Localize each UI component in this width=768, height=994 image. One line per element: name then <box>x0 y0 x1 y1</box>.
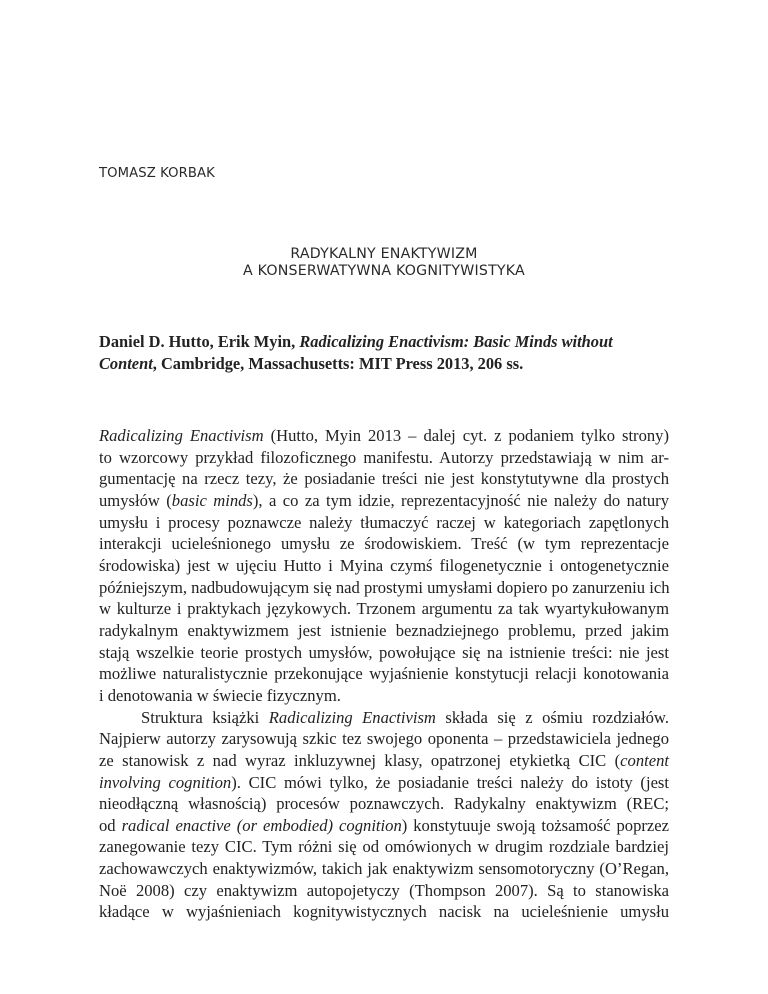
body-text-line <box>99 447 669 469</box>
text-run: gumentację na rzecz tezy, że posiadanie treści nie jest konstytutywne dla prostych <box>99 469 669 489</box>
text-run: (Hutto, Myin 2013 – dalej cyt. z podaniem tylko strony) <box>263 426 669 445</box>
citation-authors: Daniel D. Hutto, Erik Myin, <box>99 332 300 351</box>
body-text-line <box>99 468 669 490</box>
body-text-line <box>99 533 669 555</box>
review-body-text <box>99 425 669 923</box>
text-run: ze stanowisk z nad wyraz inkluzywnej klasy, opatrzonej etykietką CIC ( <box>99 750 621 770</box>
citation-book-title: Radicalizing Enactivism: Basic Minds without <box>299 332 613 351</box>
text-run: interakcji ucieleśnionego umysłu ze środowiskiem. Treść (w tym reprezentacje <box>99 534 669 554</box>
body-text-line <box>99 815 669 837</box>
reviewed-book-citation <box>99 331 669 374</box>
italic-term: radical enactive (or embodied) cognition <box>121 815 402 835</box>
text-run: radykalnym enaktywizmem jest istnienie beznadziejnego problemu, przed jakim <box>99 620 669 640</box>
text-run: w kulturze i praktykach językowych. Trzonem argumentu za tak wyartykułowanym <box>99 599 669 619</box>
text-run: Najpierw autorzy zarysowują szkic tez swojego oponenta – przedstawiciela jednego <box>99 729 669 749</box>
text-run: możliwe naturalistycznie przekonujące wyjaśnienie konstytucji relacji konotowania <box>99 664 669 684</box>
text-run: i denotowania w świecie fizycznym. <box>99 685 341 705</box>
italic-term: involving cognition <box>99 772 232 792</box>
body-text-line <box>99 577 669 599</box>
body-text-line <box>99 858 669 880</box>
body-text-line <box>99 512 669 534</box>
italic-term: Radicalizing Enactivism <box>268 707 436 727</box>
citation-book-title-cont: Content <box>99 353 153 373</box>
text-run: to wzorcowy przykład filozoficznego manifestu. Autorzy przedstawiają w nim ar- <box>99 447 669 467</box>
body-text-line <box>99 707 669 729</box>
body-text-line <box>99 620 669 642</box>
body-text-line <box>99 555 669 577</box>
text-run: kładące w wyjaśnieniach kognitywistycznych nacisk na ucieleśnienie umysłu <box>99 902 669 922</box>
article-title-line-1: RADYKALNY ENAKTYWIZM <box>290 246 478 262</box>
body-text-line <box>99 490 669 512</box>
text-run: późniejszym, nadbudowującym się nad prostymi umysłami dopiero po zanurzeniu ich <box>99 577 670 597</box>
body-text-line <box>99 425 669 447</box>
text-run: Noë 2008) czy enaktywizm autopojetyczy (Thompson 2007). Są to stanowiska <box>99 880 669 900</box>
text-run: zachowawczych enaktywizmów, takich jak enaktywizm sensomotoryczny (O’Regan, <box>99 859 669 879</box>
body-text-line <box>99 901 669 923</box>
text-run: ), a co za tym idzie, reprezentacyjność nie należy do natury <box>252 490 669 510</box>
body-text-line <box>99 728 669 750</box>
text-run: Struktura książki <box>141 707 269 727</box>
text-run: ) konstytuuje swoją tożsamość poprzez <box>401 815 669 835</box>
italic-term: Radicalizing Enactivism <box>99 426 264 445</box>
article-title <box>99 246 669 280</box>
text-run: ). CIC mówi tylko, że posiadanie treści należy do istoty (jest <box>231 772 670 792</box>
body-text-line <box>99 598 669 620</box>
italic-term: content <box>620 750 669 770</box>
text-run: od <box>99 815 122 835</box>
text-run: stają wszelkie teorie prostych umysłów, powołujące się na istnienie treści: nie jest <box>99 642 669 662</box>
body-text-line <box>99 750 669 772</box>
italic-term: basic minds <box>171 490 253 510</box>
text-run: zanegowanie tezy CIC. Tym różni się od omówionych w drugim rozdziale bardziej <box>99 837 669 857</box>
article-author: TOMASZ KORBAK <box>99 166 215 181</box>
body-text-line <box>99 793 669 815</box>
body-text-line <box>99 836 669 858</box>
article-title-line-2: A KONSERWATYWNA KOGNITYWISTYKA <box>243 263 525 279</box>
text-run: umysłów ( <box>99 490 172 510</box>
text-run: umysłu i procesy poznawcze należy tłumaczyć raczej w kategoriach zapętlonych <box>99 512 669 532</box>
text-run: środowiska) jest w ujęciu Hutto i Myina czymś filogenetycznie i ontogenetycznie <box>99 555 669 575</box>
citation-publication: , Cambridge, Massachusetts: MIT Press 2013, 206 ss. <box>152 353 524 373</box>
body-text-line <box>99 772 669 794</box>
body-text-line <box>99 663 669 685</box>
body-text-line <box>99 642 669 664</box>
text-run: składa się z ośmiu rozdziałów. <box>435 707 669 727</box>
body-text-line <box>99 880 669 902</box>
text-run: nieodłączną własnością) procesów poznawczych. Radykalny enaktywizm (REC; <box>99 794 669 814</box>
body-text-line <box>99 685 669 707</box>
